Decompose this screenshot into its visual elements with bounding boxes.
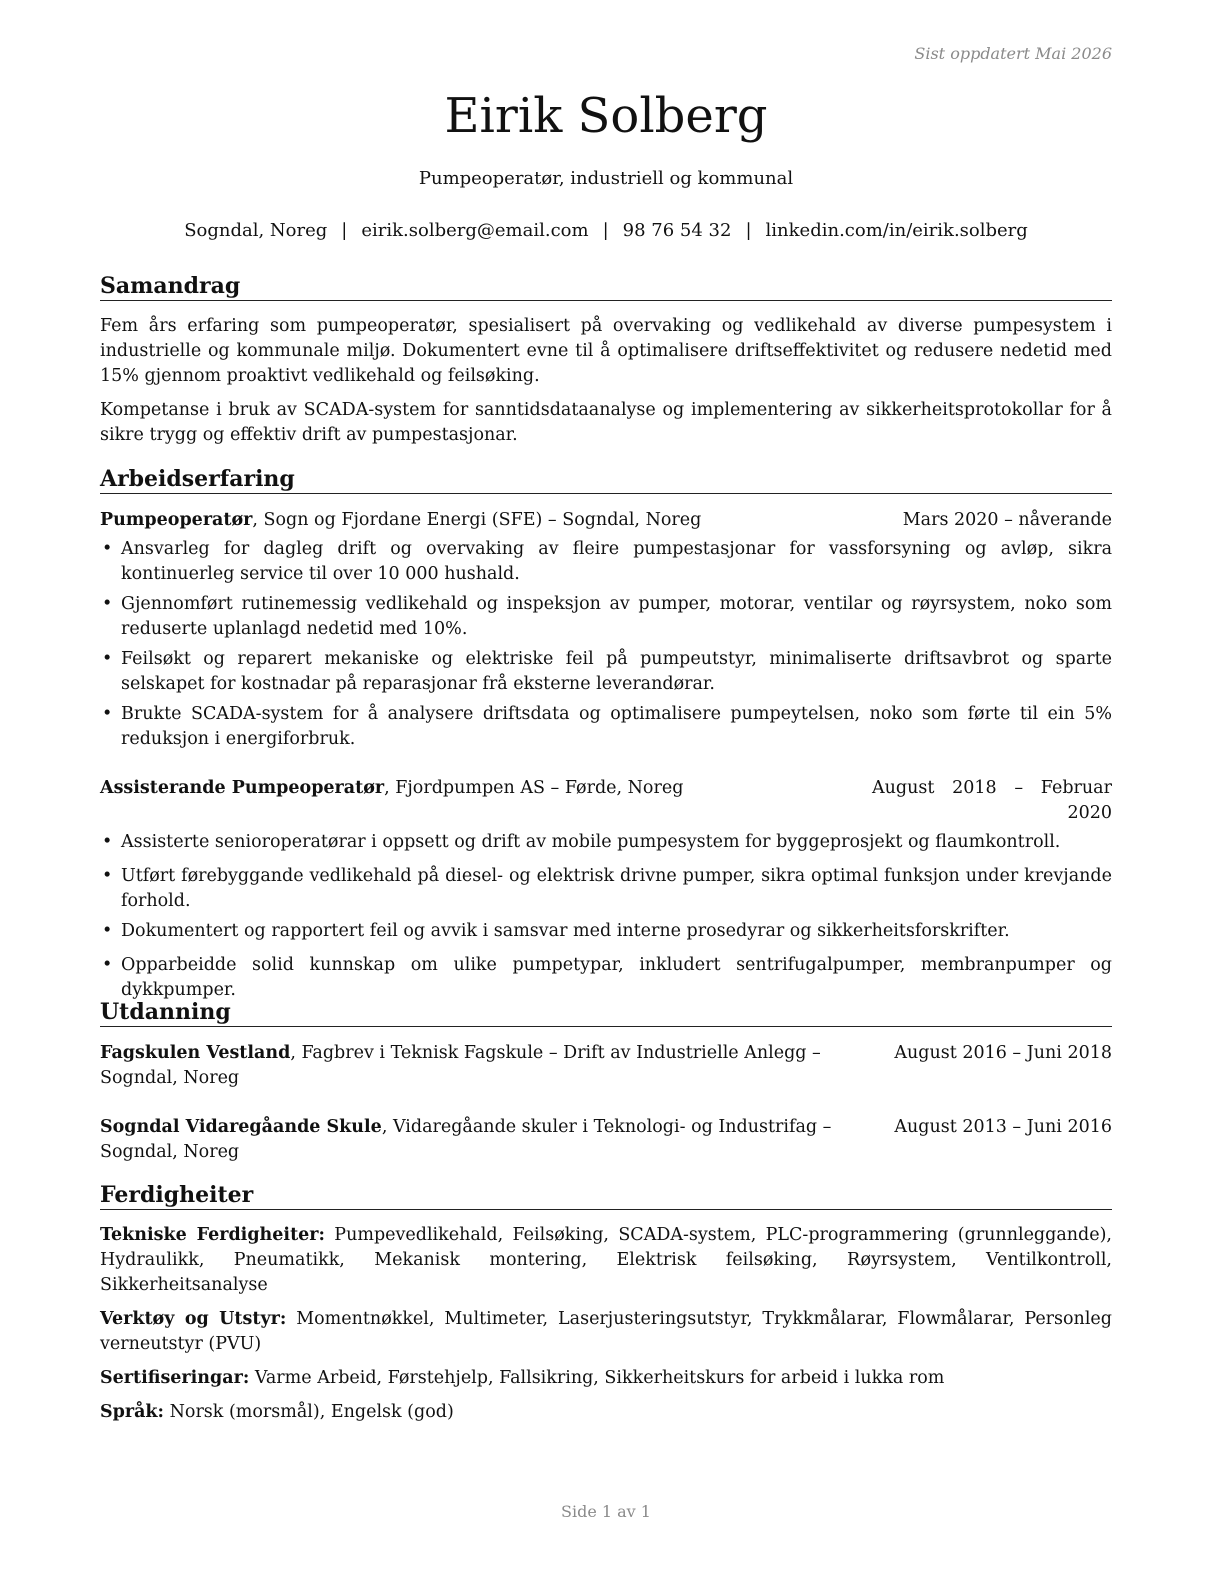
skill-text: Varme Arbeid, Førstehjelp, Fallsikring, Sikkerheitskurs for arbeid i lukka rom: [249, 1368, 945, 1388]
section-heading-summary: Samandrag: [100, 272, 1112, 301]
list-item: • Ansvarleg for dagleg drift og overvaking av fleire pumpestasjonar for vassforsyning og avløp, sikra kontinuerleg service til over 10 000 hushald.: [100, 537, 1112, 587]
job-employer: , Sogn og Fjordane Energi (SFE) – Sogndal, Noreg: [252, 510, 702, 530]
degree-text: , Vidaregåande skuler i Teknologi- og Industrifag – Sogndal, Noreg: [100, 1117, 832, 1162]
section-heading-experience: Arbeidserfaring: [100, 465, 1112, 494]
list-item: • Brukte SCADA-system for å analysere driftsdata og optimalisere pumpeytelsen, noko som førte til ein 5% reduksjon i energiforbruk.: [100, 702, 1112, 752]
separator: |: [602, 220, 609, 241]
job-dates: August 2018 – Februar 2020: [872, 778, 1112, 823]
job-dates: Mars 2020 – nåverande: [902, 510, 1112, 530]
list-item: • Utført førebyggande vedlikehald på diesel- og elektrisk drivne pumper, sikra optimal funksjon under krevjande forhold.: [100, 864, 1112, 914]
skill-label: Språk:: [100, 1402, 165, 1422]
education-item: [100, 1041, 1112, 1091]
list-item: • Opparbeidde solid kunnskap om ulike pumpetypar, inkludert sentrifugalpumper, membranpumper og dykkpumper.: [100, 953, 1112, 1003]
skill-label: Verktøy og Utstyr:: [100, 1309, 287, 1329]
page-number: Side 1 av 1: [561, 1502, 651, 1521]
separator: |: [745, 220, 752, 241]
experience-section: [100, 465, 1112, 1003]
skill-line: [100, 1400, 1112, 1425]
job-title: Pumpeoperatør: [100, 510, 253, 530]
contact-linkedin[interactable]: linkedin.com/in/eirik.solberg: [765, 220, 1028, 241]
section-heading-education: Utdanning: [100, 998, 1112, 1027]
list-item: • Feilsøkt og reparert mekaniske og elektriske feil på pumpeutstyr, minimaliserte driftsavbrot og sparte selskapet for kostnadar på reparasjonar frå eksterne leverandørar.: [100, 647, 1112, 697]
summary-paragraph: Fem års erfaring som pumpeoperatør, spesialisert på overvaking og vedlikehald av diverse pumpesystem i industrielle og kommunale miljø. Dokumentert evne til å optimalisere driftseffektivitet og redusere nedetid med 15% gjennom proaktivt vedlikehald og feilsøking.: [100, 316, 1112, 386]
job-header: [100, 508, 1112, 533]
education-dates: August 2016 – Juni 2018: [894, 1043, 1112, 1063]
contact-email[interactable]: eirik.solberg@email.com: [361, 220, 589, 241]
contact-phone: 98 76 54 32: [622, 220, 732, 241]
education-item: [100, 1115, 1112, 1165]
skill-label: Sertifiseringar:: [100, 1368, 250, 1388]
contact-line: [100, 218, 1112, 244]
list-item: • Gjennomført rutinemessig vedlikehald og inspeksjon av pumper, motorar, ventilar og røyrsystem, noko som reduserte uplanlagd nedetid med 10%.: [100, 592, 1112, 642]
skill-line: [100, 1307, 1112, 1357]
job-header: [100, 776, 1112, 826]
job-title: Assisterande Pumpeoperatør: [100, 778, 385, 798]
job-position: [100, 776, 856, 826]
skills-section: [100, 1181, 1112, 1425]
skill-text: Pumpevedlikehald, Feilsøking, SCADA-system, PLC-programmering (grunnleggande), Hydraulikk, Pneumatikk, Mekanisk montering, Elektrisk feilsøking, Røyrsystem, Ventilkontroll, Sikkerheitsanalyse: [100, 1225, 1112, 1295]
separator: |: [341, 220, 348, 241]
school-name: Fagskulen Vestland: [100, 1043, 291, 1063]
education-section: [100, 998, 1112, 1165]
candidate-title: Pumpeoperatør, industriell og kommunal: [418, 168, 794, 189]
list-item: • Assisterte senioroperatørar i oppsett og drift av mobile pumpesystem for byggeprosjekt og flaumkontroll.: [100, 830, 1112, 855]
job-bullets: [100, 830, 1112, 1003]
summary-section: [100, 272, 1112, 448]
summary-paragraph: Kompetanse i bruk av SCADA-system for sanntidsdataanalyse og implementering av sikkerheitsprotokollar for å sikre trygg og effektiv drift av pumpestasjonar.: [100, 400, 1112, 445]
skill-line: [100, 1366, 1112, 1391]
skill-label: Tekniske Ferdigheiter:: [100, 1225, 325, 1245]
education-degree: [100, 1115, 878, 1165]
job-employer: , Fjordpumpen AS – Førde, Noreg: [384, 778, 684, 798]
school-name: Sogndal Vidaregåande Skule: [100, 1117, 382, 1137]
skill-line: [100, 1223, 1112, 1298]
section-heading-skills: Ferdigheiter: [100, 1181, 1112, 1210]
resume-page: [100, 0, 1112, 1584]
candidate-name: Eirik Solberg: [444, 88, 768, 144]
skill-text: Norsk (morsmål), Engelsk (god): [164, 1402, 454, 1422]
skill-text: Momentnøkkel, Multimeter, Laserjusteringsutstyr, Trykkmålarar, Flowmålarar, Personleg verneutstyr (PVU): [100, 1309, 1112, 1354]
contact-location: Sogndal, Noreg: [184, 220, 328, 241]
job-bullets: [100, 537, 1112, 752]
last-updated: Sist oppdatert Mai 2026: [914, 44, 1112, 63]
list-item: • Dokumentert og rapportert feil og avvik i samsvar med interne prosedyrar og sikkerheitsforskrifter.: [100, 919, 1112, 944]
degree-text: , Fagbrev i Teknisk Fagskule – Drift av Industrielle Anlegg – Sogndal, Noreg: [100, 1043, 821, 1088]
job-position: [100, 508, 887, 533]
education-degree: [100, 1041, 878, 1091]
education-dates: August 2013 – Juni 2016: [894, 1117, 1112, 1137]
